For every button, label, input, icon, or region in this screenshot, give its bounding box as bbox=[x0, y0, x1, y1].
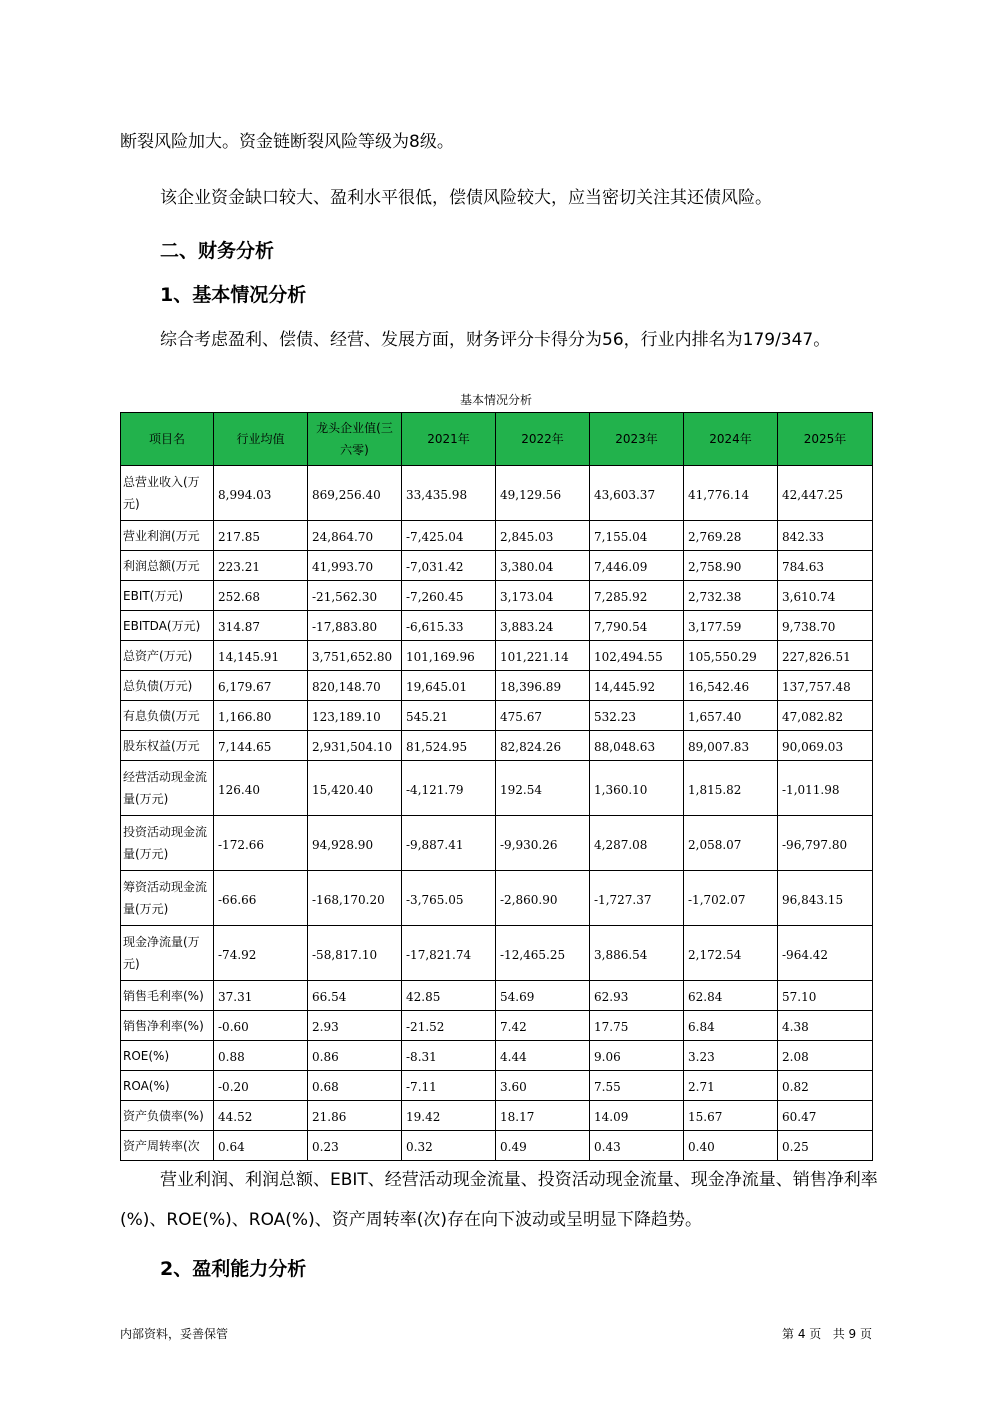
row-label: 资产周转率(次 bbox=[121, 1131, 214, 1161]
row-label: 总负债(万元) bbox=[121, 671, 214, 701]
table-cell: 2,172.54 bbox=[684, 926, 778, 981]
table-cell: -12,465.25 bbox=[496, 926, 590, 981]
table-cell: -6,615.33 bbox=[402, 611, 496, 641]
table-cell: 41,776.14 bbox=[684, 466, 778, 521]
risk-summary-paragraph: 该企业资金缺口较大、盈利水平很低，偿债风险较大，应当密切关注其还债风险。 bbox=[160, 188, 772, 208]
table-cell: 57.10 bbox=[778, 981, 873, 1011]
table-row bbox=[121, 1101, 873, 1131]
row-label: 销售毛利率(%) bbox=[121, 981, 214, 1011]
table-cell: 3,751,652.80 bbox=[308, 641, 402, 671]
table-cell: -7,031.42 bbox=[402, 551, 496, 581]
table-cell: 88,048.63 bbox=[590, 731, 684, 761]
table-cell: 2.71 bbox=[684, 1071, 778, 1101]
table-cell: 2,845.03 bbox=[496, 521, 590, 551]
table-row bbox=[121, 701, 873, 731]
table-cell: 54.69 bbox=[496, 981, 590, 1011]
table-cell: 4.44 bbox=[496, 1041, 590, 1071]
row-label: ROA(%) bbox=[121, 1071, 214, 1101]
table-cell: 2.08 bbox=[778, 1041, 873, 1071]
table-cell: -17,883.80 bbox=[308, 611, 402, 641]
table-cell: 9.06 bbox=[590, 1041, 684, 1071]
table-cell: -172.66 bbox=[214, 816, 308, 871]
table-cell: -0.20 bbox=[214, 1071, 308, 1101]
table-caption: 基本情况分析 bbox=[459, 393, 532, 407]
section-heading-financial-analysis: 二、财务分析 bbox=[160, 240, 275, 262]
table-cell: 21.86 bbox=[308, 1101, 402, 1131]
table-cell: 0.23 bbox=[308, 1131, 402, 1161]
table-cell: 252.68 bbox=[214, 581, 308, 611]
table-cell: 137,757.48 bbox=[778, 671, 873, 701]
table-cell: 0.82 bbox=[778, 1071, 873, 1101]
table-row bbox=[121, 731, 873, 761]
table-cell: 2,931,504.10 bbox=[308, 731, 402, 761]
table-cell: 1,166.80 bbox=[214, 701, 308, 731]
table-cell: 2,769.28 bbox=[684, 521, 778, 551]
row-label: EBIT(万元) bbox=[121, 581, 214, 611]
table-cell: -1,011.98 bbox=[778, 761, 873, 816]
table-cell: 126.40 bbox=[214, 761, 308, 816]
row-label: 现金净流量(万元) bbox=[121, 926, 214, 981]
table-cell: 60.47 bbox=[778, 1101, 873, 1131]
table-row bbox=[121, 1071, 873, 1101]
table-cell: 19.42 bbox=[402, 1101, 496, 1131]
table-cell: 0.43 bbox=[590, 1131, 684, 1161]
table-cell: 217.85 bbox=[214, 521, 308, 551]
table-cell: 7,285.92 bbox=[590, 581, 684, 611]
table-cell: 44.52 bbox=[214, 1101, 308, 1131]
table-cell: 18,396.89 bbox=[496, 671, 590, 701]
table-cell: 19,645.01 bbox=[402, 671, 496, 701]
table-cell: 37.31 bbox=[214, 981, 308, 1011]
table-row bbox=[121, 981, 873, 1011]
table-cell: 0.25 bbox=[778, 1131, 873, 1161]
footer-page-number: 第 4 页 共 9 页 bbox=[782, 1327, 872, 1341]
column-header: 2024年 bbox=[684, 413, 778, 466]
table-cell: 15,420.40 bbox=[308, 761, 402, 816]
table-row bbox=[121, 926, 873, 981]
table-cell: 3,380.04 bbox=[496, 551, 590, 581]
table-cell: 0.40 bbox=[684, 1131, 778, 1161]
table-cell: 475.67 bbox=[496, 701, 590, 731]
table-cell: -4,121.79 bbox=[402, 761, 496, 816]
table-cell: 81,524.95 bbox=[402, 731, 496, 761]
row-label: 利润总额(万元 bbox=[121, 551, 214, 581]
table-cell: -0.60 bbox=[214, 1011, 308, 1041]
table-cell: -8.31 bbox=[402, 1041, 496, 1071]
table-cell: -2,860.90 bbox=[496, 871, 590, 926]
table-cell: 784.63 bbox=[778, 551, 873, 581]
table-cell: -1,727.37 bbox=[590, 871, 684, 926]
table-cell: 17.75 bbox=[590, 1011, 684, 1041]
table-cell: 3,177.59 bbox=[684, 611, 778, 641]
row-label: 有息负债(万元 bbox=[121, 701, 214, 731]
table-cell: 105,550.29 bbox=[684, 641, 778, 671]
row-label: 营业利润(万元 bbox=[121, 521, 214, 551]
footer-confidential-note: 内部资料，妥善保管 bbox=[120, 1327, 229, 1341]
table-cell: 1,657.40 bbox=[684, 701, 778, 731]
table-cell: 7.55 bbox=[590, 1071, 684, 1101]
table-cell: -21,562.30 bbox=[308, 581, 402, 611]
table-cell: 16,542.46 bbox=[684, 671, 778, 701]
table-cell: 0.49 bbox=[496, 1131, 590, 1161]
table-cell: -1,702.07 bbox=[684, 871, 778, 926]
table-cell: 14,445.92 bbox=[590, 671, 684, 701]
table-cell: 2,058.07 bbox=[684, 816, 778, 871]
table-cell: 2.93 bbox=[308, 1011, 402, 1041]
table-row bbox=[121, 1011, 873, 1041]
table-cell: -3,765.05 bbox=[402, 871, 496, 926]
table-row bbox=[121, 551, 873, 581]
table-row bbox=[121, 521, 873, 551]
table-row bbox=[121, 816, 873, 871]
table-row bbox=[121, 761, 873, 816]
table-cell: 89,007.83 bbox=[684, 731, 778, 761]
table-cell: 7,155.04 bbox=[590, 521, 684, 551]
table-cell: 123,189.10 bbox=[308, 701, 402, 731]
table-cell: 3.60 bbox=[496, 1071, 590, 1101]
table-cell: 47,082.82 bbox=[778, 701, 873, 731]
table-cell: 4.38 bbox=[778, 1011, 873, 1041]
table-cell: 532.23 bbox=[590, 701, 684, 731]
table-cell: 3,886.54 bbox=[590, 926, 684, 981]
table-cell: -58,817.10 bbox=[308, 926, 402, 981]
table-cell: 6.84 bbox=[684, 1011, 778, 1041]
row-label: EBITDA(万元) bbox=[121, 611, 214, 641]
table-cell: -168,170.20 bbox=[308, 871, 402, 926]
table-cell: 7,446.09 bbox=[590, 551, 684, 581]
table-cell: 14,145.91 bbox=[214, 641, 308, 671]
table-cell: 15.67 bbox=[684, 1101, 778, 1131]
table-cell: 192.54 bbox=[496, 761, 590, 816]
table-cell: 41,993.70 bbox=[308, 551, 402, 581]
row-label: 资产负债率(%) bbox=[121, 1101, 214, 1131]
table-cell: 14.09 bbox=[590, 1101, 684, 1131]
table-cell: 842.33 bbox=[778, 521, 873, 551]
row-label: 投资活动现金流量(万元) bbox=[121, 816, 214, 871]
table-row bbox=[121, 871, 873, 926]
table-cell: 3,173.04 bbox=[496, 581, 590, 611]
table-cell: 49,129.56 bbox=[496, 466, 590, 521]
trend-paragraph: 营业利润、利润总额、EBIT、经营活动现金流量、投资活动现金流量、现金净流量、销售净利率(%)、ROE(%)、ROA(%)、资产周转率(次)存在向下波动或呈明显下降趋势。 bbox=[120, 1170, 878, 1230]
table-row bbox=[121, 1041, 873, 1071]
table-cell: 820,148.70 bbox=[308, 671, 402, 701]
column-header: 龙头企业值(三六零) bbox=[308, 413, 402, 466]
table-cell: 6,179.67 bbox=[214, 671, 308, 701]
column-header: 2023年 bbox=[590, 413, 684, 466]
table-cell: 18.17 bbox=[496, 1101, 590, 1131]
table-cell: 7,144.65 bbox=[214, 731, 308, 761]
table-row bbox=[121, 466, 873, 521]
table-cell: 0.86 bbox=[308, 1041, 402, 1071]
column-header: 2021年 bbox=[402, 413, 496, 466]
table-cell: 1,360.10 bbox=[590, 761, 684, 816]
table-cell: 90,069.03 bbox=[778, 731, 873, 761]
row-label: 股东权益(万元 bbox=[121, 731, 214, 761]
table-header-row bbox=[121, 413, 873, 466]
table-cell: 101,169.96 bbox=[402, 641, 496, 671]
table-cell: 102,494.55 bbox=[590, 641, 684, 671]
row-label: 总资产(万元) bbox=[121, 641, 214, 671]
table-cell: 7,790.54 bbox=[590, 611, 684, 641]
table-cell: 101,221.14 bbox=[496, 641, 590, 671]
table-cell: -9,930.26 bbox=[496, 816, 590, 871]
table-cell: 62.84 bbox=[684, 981, 778, 1011]
table-cell: 545.21 bbox=[402, 701, 496, 731]
table-cell: 3,883.24 bbox=[496, 611, 590, 641]
table-cell: 7.42 bbox=[496, 1011, 590, 1041]
table-cell: -964.42 bbox=[778, 926, 873, 981]
table-cell: 3,610.74 bbox=[778, 581, 873, 611]
table-row bbox=[121, 581, 873, 611]
table-cell: -9,887.41 bbox=[402, 816, 496, 871]
table-cell: -66.66 bbox=[214, 871, 308, 926]
table-cell: 2,758.90 bbox=[684, 551, 778, 581]
table-cell: 0.88 bbox=[214, 1041, 308, 1071]
table-cell: 8,994.03 bbox=[214, 466, 308, 521]
table-cell: 3.23 bbox=[684, 1041, 778, 1071]
column-header: 项目名 bbox=[121, 413, 214, 466]
table-cell: 96,843.15 bbox=[778, 871, 873, 926]
row-label: 销售净利率(%) bbox=[121, 1011, 214, 1041]
table-cell: 2,732.38 bbox=[684, 581, 778, 611]
row-label: 筹资活动现金流量(万元) bbox=[121, 871, 214, 926]
row-label: 经营活动现金流量(万元) bbox=[121, 761, 214, 816]
column-header: 2025年 bbox=[778, 413, 873, 466]
table-row bbox=[121, 1131, 873, 1161]
table-cell: -7.11 bbox=[402, 1071, 496, 1101]
table-cell: 43,603.37 bbox=[590, 466, 684, 521]
table-cell: -74.92 bbox=[214, 926, 308, 981]
table-cell: 42.85 bbox=[402, 981, 496, 1011]
row-label: ROE(%) bbox=[121, 1041, 214, 1071]
subsection-heading-profitability: 2、盈利能力分析 bbox=[160, 1258, 307, 1280]
table-cell: 0.32 bbox=[402, 1131, 496, 1161]
table-row bbox=[121, 611, 873, 641]
table-cell: 223.21 bbox=[214, 551, 308, 581]
score-paragraph: 综合考虑盈利、偿债、经营、发展方面，财务评分卡得分为56，行业内排名为179/347。 bbox=[160, 330, 831, 350]
table-row bbox=[121, 641, 873, 671]
table-cell: 1,815.82 bbox=[684, 761, 778, 816]
column-header: 2022年 bbox=[496, 413, 590, 466]
table-cell: 33,435.98 bbox=[402, 466, 496, 521]
table-cell: 314.87 bbox=[214, 611, 308, 641]
row-label: 总营业收入(万元) bbox=[121, 466, 214, 521]
table-cell: 0.64 bbox=[214, 1131, 308, 1161]
table-cell: 869,256.40 bbox=[308, 466, 402, 521]
table-cell: -7,260.45 bbox=[402, 581, 496, 611]
table-cell: 9,738.70 bbox=[778, 611, 873, 641]
table-cell: -96,797.80 bbox=[778, 816, 873, 871]
subsection-heading-basic-analysis: 1、基本情况分析 bbox=[160, 284, 307, 306]
table-cell: 94,928.90 bbox=[308, 816, 402, 871]
table-cell: 4,287.08 bbox=[590, 816, 684, 871]
column-header: 行业均值 bbox=[214, 413, 308, 466]
table-cell: -21.52 bbox=[402, 1011, 496, 1041]
table-cell: 227,826.51 bbox=[778, 641, 873, 671]
table-cell: 82,824.26 bbox=[496, 731, 590, 761]
table-cell: 66.54 bbox=[308, 981, 402, 1011]
table-cell: 62.93 bbox=[590, 981, 684, 1011]
table-cell: 24,864.70 bbox=[308, 521, 402, 551]
table-cell: 42,447.25 bbox=[778, 466, 873, 521]
table-cell: -17,821.74 bbox=[402, 926, 496, 981]
table-cell: -7,425.04 bbox=[402, 521, 496, 551]
table-cell: 0.68 bbox=[308, 1071, 402, 1101]
continued-paragraph: 断裂风险加大。资金链断裂风险等级为8级。 bbox=[120, 132, 454, 152]
table-row bbox=[121, 671, 873, 701]
basic-analysis-table bbox=[120, 412, 873, 1161]
